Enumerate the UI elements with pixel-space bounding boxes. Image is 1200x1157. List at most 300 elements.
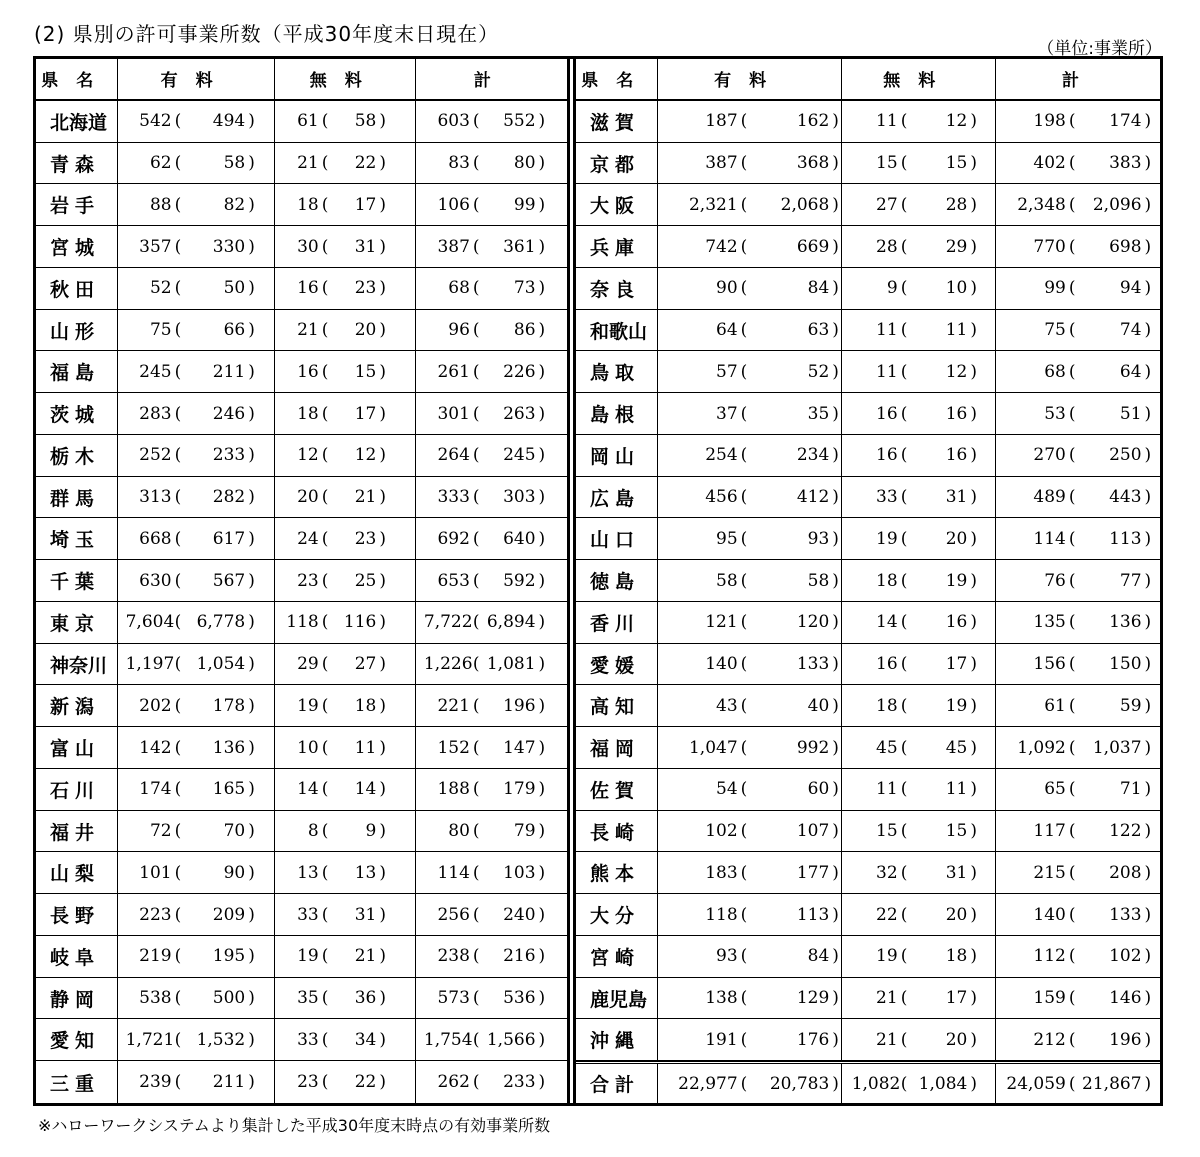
close-paren: ) [538,445,546,466]
free-cell [275,184,416,225]
paid_prev-value: 567 [212,570,246,591]
close-paren: ) [970,946,977,967]
free-value: 21 [297,153,319,174]
open-paren: ( [321,570,329,591]
prefecture-name: 栃木 [36,435,118,476]
paid-cell [118,268,275,309]
table-row [36,226,567,268]
close-paren: ) [538,988,546,1009]
table-left-half [36,59,570,1103]
table-row [576,435,1163,477]
open-paren: ( [174,904,182,925]
paid-value: 37 [716,403,738,424]
paid-value: 630 [139,570,172,591]
open-paren: ( [321,821,329,842]
column-header: 県名 [36,59,118,99]
close-paren: ) [1144,570,1152,591]
free-cell [275,852,416,893]
paid_prev-value: 82 [223,194,246,215]
total-cell [996,685,1163,726]
close-paren: ) [538,862,546,883]
open-paren: ( [1068,236,1076,257]
close-paren: ) [832,904,839,925]
close-paren: ) [248,111,255,132]
open-paren: ( [1068,153,1076,174]
total-cell [416,602,567,643]
total-value: 489 [1033,487,1066,508]
close-paren: ) [832,946,839,967]
total-cell [996,435,1163,476]
free_prev-value: 25 [354,570,377,591]
close-paren: ) [1144,487,1152,508]
open-paren: ( [1068,278,1076,299]
total-value: 573 [437,988,470,1009]
open-paren: ( [900,153,908,174]
free-cell [842,143,996,184]
open-paren: ( [321,946,329,967]
close-paren: ) [248,821,255,842]
free-cell [842,811,996,852]
open-paren: ( [472,612,480,633]
close-paren: ) [248,445,255,466]
prefecture-name: 山形 [36,310,118,351]
total-value: 270 [1033,445,1066,466]
open-paren: ( [1068,1029,1076,1050]
free_prev-value: 20 [354,320,377,341]
prefecture-name: 京都 [576,143,658,184]
open-paren: ( [1068,111,1076,132]
total-cell [996,727,1163,768]
free-cell [842,936,996,977]
paid-value: 54 [716,779,738,800]
free-cell [842,477,996,518]
open-paren: ( [321,320,329,341]
close-paren: ) [1144,1029,1152,1050]
free-value: 1,082 [851,1073,901,1094]
table-row [36,351,567,393]
paid-value: 88 [149,194,172,215]
free-value: 15 [876,821,898,842]
total-value: 156 [1033,654,1066,675]
table-row [36,602,567,644]
table-row [576,602,1163,644]
open-paren: ( [321,403,329,424]
close-paren: ) [970,1073,977,1094]
close-paren: ) [248,278,255,299]
total_prev-value: 250 [1109,445,1142,466]
paid-value: 668 [139,528,172,549]
free_prev-value: 10 [945,278,968,299]
close-paren: ) [970,361,977,382]
free-cell [275,685,416,726]
total_prev-value: 226 [503,361,536,382]
paid-cell [118,685,275,726]
prefecture-name: 大分 [576,894,658,935]
total-cell [416,310,567,351]
open-paren: ( [900,194,908,215]
paid-cell [658,351,842,392]
prefecture-name: 兵庫 [576,226,658,267]
free-value: 118 [286,612,319,633]
open-paren: ( [321,779,329,800]
free-cell [275,811,416,852]
total-value: 212 [1033,1029,1066,1050]
close-paren: ) [248,236,255,257]
total_prev-value: 102 [1109,946,1142,967]
table-row [36,435,567,477]
paid-cell [658,602,842,643]
paid-value: 357 [139,236,172,257]
table-row [576,393,1163,435]
close-paren: ) [538,779,546,800]
open-paren: ( [321,988,329,1009]
close-paren: ) [970,612,977,633]
close-paren: ) [1144,821,1152,842]
paid_prev-value: 412 [796,487,830,508]
free_prev-value: 15 [945,821,968,842]
paid-value: 252 [139,445,172,466]
free_prev-value: 17 [945,988,968,1009]
paid-value: 239 [139,1072,172,1093]
open-paren: ( [321,278,329,299]
free-value: 16 [297,278,319,299]
close-paren: ) [1144,695,1152,716]
close-paren: ) [832,779,839,800]
paid_prev-value: 129 [796,988,830,1009]
paid-cell [118,644,275,685]
close-paren: ) [832,445,839,466]
free_prev-value: 31 [945,862,968,883]
paid-cell [118,727,275,768]
open-paren: ( [900,695,908,716]
paid-value: 174 [139,779,172,800]
open-paren: ( [740,654,748,675]
prefecture-name: 香川 [576,602,658,643]
close-paren: ) [970,654,977,675]
paid-cell [658,477,842,518]
total-value: 387 [437,236,470,257]
paid-value: 72 [149,821,172,842]
close-paren: ) [538,737,546,758]
close-paren: ) [248,487,255,508]
table-row [36,685,567,727]
close-paren: ) [832,1073,839,1094]
prefecture-name: 沖縄 [576,1019,658,1060]
prefecture-name: 滋賀 [576,101,658,142]
open-paren: ( [321,1072,329,1093]
open-paren: ( [321,194,329,215]
open-paren: ( [740,988,748,1009]
free-value: 14 [876,612,898,633]
close-paren: ) [1144,153,1152,174]
paid-cell [658,769,842,810]
paid_prev-value: 120 [796,612,830,633]
open-paren: ( [472,821,480,842]
free-value: 18 [297,403,319,424]
close-paren: ) [538,236,546,257]
paid-cell [118,101,275,142]
paid-value: 283 [139,403,172,424]
free-cell [275,310,416,351]
close-paren: ) [379,737,386,758]
total_prev-value: 536 [503,988,536,1009]
paid-value: 254 [705,445,738,466]
close-paren: ) [248,988,255,1009]
paid_prev-value: 165 [212,779,246,800]
footnote: ※ハローワークシステムより集計した平成30年度末時点の有効事業所数 [38,1116,551,1135]
close-paren: ) [832,654,839,675]
open-paren: ( [321,695,329,716]
free_prev-value: 18 [354,695,377,716]
table-row [576,894,1163,936]
close-paren: ) [1144,320,1152,341]
prefecture-name: 長崎 [576,811,658,852]
paid_prev-value: 282 [212,487,246,508]
free_prev-value: 29 [945,236,968,257]
total-cell [416,685,567,726]
open-paren: ( [174,821,182,842]
table-row [36,727,567,769]
total_prev-value: 21,867 [1082,1073,1142,1094]
paid_prev-value: 84 [807,946,830,967]
total-value: 603 [437,111,470,132]
table-row [36,1019,567,1061]
paid-cell [658,644,842,685]
total-cell [996,351,1163,392]
total-value: 106 [437,194,470,215]
close-paren: ) [832,737,839,758]
prefecture-name: 宮崎 [576,936,658,977]
prefecture-name: 佐賀 [576,769,658,810]
open-paren: ( [174,612,182,633]
prefecture-name: 三重 [36,1061,118,1103]
free-cell [842,727,996,768]
open-paren: ( [1068,487,1076,508]
table-row [576,351,1163,393]
paid-value: 140 [705,654,738,675]
total_prev-value: 1,566 [486,1029,536,1050]
close-paren: ) [970,1029,977,1050]
open-paren: ( [472,236,480,257]
unit-label: （単位:事業所） [1037,39,1162,59]
total_prev-value: 99 [513,194,536,215]
close-paren: ) [379,695,386,716]
close-paren: ) [970,821,977,842]
paid-cell [118,435,275,476]
free-value: 28 [876,236,898,257]
close-paren: ) [248,779,255,800]
total-value: 65 [1044,779,1066,800]
free-value: 9 [886,278,898,299]
close-paren: ) [1144,278,1152,299]
paid_prev-value: 233 [212,445,246,466]
open-paren: ( [900,570,908,591]
total-value: 159 [1033,988,1066,1009]
paid-value: 101 [139,862,172,883]
paid-value: 138 [705,988,738,1009]
total-value: 135 [1033,612,1066,633]
free-cell [275,393,416,434]
open-paren: ( [740,946,748,967]
close-paren: ) [379,445,386,466]
total-row [576,1061,1163,1103]
prefecture-name: 福岡 [576,727,658,768]
paid-cell [658,852,842,893]
paid-cell [658,1019,842,1060]
open-paren: ( [472,946,480,967]
open-paren: ( [174,695,182,716]
free-cell [275,769,416,810]
prefecture-name: 高知 [576,685,658,726]
close-paren: ) [832,570,839,591]
total-cell [416,226,567,267]
total_prev-value: 150 [1109,654,1142,675]
paid_prev-value: 107 [796,821,830,842]
paid-cell [118,184,275,225]
open-paren: ( [740,737,748,758]
paid-value: 191 [705,1029,738,1050]
total-cell [996,978,1163,1019]
close-paren: ) [832,361,839,382]
table-row [36,936,567,978]
free-value: 11 [876,111,898,132]
free-cell [842,685,996,726]
close-paren: ) [538,1072,546,1093]
free-cell [842,852,996,893]
open-paren: ( [900,320,908,341]
open-paren: ( [900,779,908,800]
paid-cell [118,1061,275,1103]
total-value: 53 [1044,403,1066,424]
open-paren: ( [174,487,182,508]
free-value: 19 [876,946,898,967]
free-cell [275,477,416,518]
open-paren: ( [740,1029,748,1050]
open-paren: ( [740,862,748,883]
close-paren: ) [1144,403,1152,424]
close-paren: ) [379,111,386,132]
close-paren: ) [1144,946,1152,967]
paid-value: 1,047 [688,737,738,758]
prefecture-name: 福井 [36,811,118,852]
paid-value: 64 [716,320,738,341]
open-paren: ( [1068,612,1076,633]
close-paren: ) [832,153,839,174]
free_prev-value: 31 [354,236,377,257]
close-paren: ) [248,194,255,215]
free-cell [275,518,416,559]
paid_prev-value: 70 [223,821,246,842]
open-paren: ( [740,528,748,549]
total-value: 692 [437,528,470,549]
open-paren: ( [174,278,182,299]
prefecture-name: 石川 [36,769,118,810]
total-cell [416,1019,567,1060]
total_prev-value: 136 [1109,612,1142,633]
total-value: 221 [437,695,470,716]
paid-value: 313 [139,487,172,508]
paid_prev-value: 195 [212,946,246,967]
open-paren: ( [740,236,748,257]
open-paren: ( [740,695,748,716]
free-cell [842,644,996,685]
open-paren: ( [900,1073,908,1094]
free-cell [842,351,996,392]
table-row [576,310,1163,352]
paid-value: 118 [705,904,738,925]
total-value: 68 [448,278,470,299]
total_prev-value: 59 [1119,695,1142,716]
open-paren: ( [900,904,908,925]
paid-value: 90 [716,278,738,299]
close-paren: ) [248,612,255,633]
total-value: 114 [1033,528,1066,549]
total-value: 264 [437,445,470,466]
free_prev-value: 11 [945,779,968,800]
open-paren: ( [740,487,748,508]
open-paren: ( [740,779,748,800]
paid-cell [658,226,842,267]
paid-cell [118,769,275,810]
total-cell [416,393,567,434]
free-cell [842,560,996,601]
close-paren: ) [379,570,386,591]
total-value: 215 [1033,862,1066,883]
free-value: 35 [297,988,319,1009]
prefecture-name: 岐阜 [36,936,118,977]
free-cell [275,894,416,935]
total_prev-value: 80 [513,153,536,174]
paid_prev-value: 66 [223,320,246,341]
free-cell [842,894,996,935]
total-value: 83 [448,153,470,174]
total_prev-value: 6,894 [486,612,536,633]
open-paren: ( [174,1072,182,1093]
total-cell [416,351,567,392]
paid_prev-value: 6,778 [196,612,246,633]
open-paren: ( [174,528,182,549]
prefecture-name: 福島 [36,351,118,392]
close-paren: ) [832,194,839,215]
prefecture-table [33,56,1163,1106]
free_prev-value: 28 [945,194,968,215]
table-row [576,268,1163,310]
paid-value: 57 [716,361,738,382]
total-cell [416,268,567,309]
open-paren: ( [1068,946,1076,967]
total-cell [996,268,1163,309]
close-paren: ) [970,153,977,174]
open-paren: ( [1068,779,1076,800]
open-paren: ( [174,361,182,382]
table-row [576,852,1163,894]
open-paren: ( [174,111,182,132]
free-value: 21 [876,1029,898,1050]
free_prev-value: 23 [354,528,377,549]
table-row [36,184,567,226]
paid_prev-value: 50 [223,278,246,299]
open-paren: ( [174,654,182,675]
open-paren: ( [174,236,182,257]
free-value: 19 [876,528,898,549]
paid-cell [658,435,842,476]
total-value: 261 [437,361,470,382]
prefecture-name: 岡山 [576,435,658,476]
open-paren: ( [321,361,329,382]
free-value: 32 [876,862,898,883]
free_prev-value: 16 [945,403,968,424]
free-value: 30 [297,236,319,257]
